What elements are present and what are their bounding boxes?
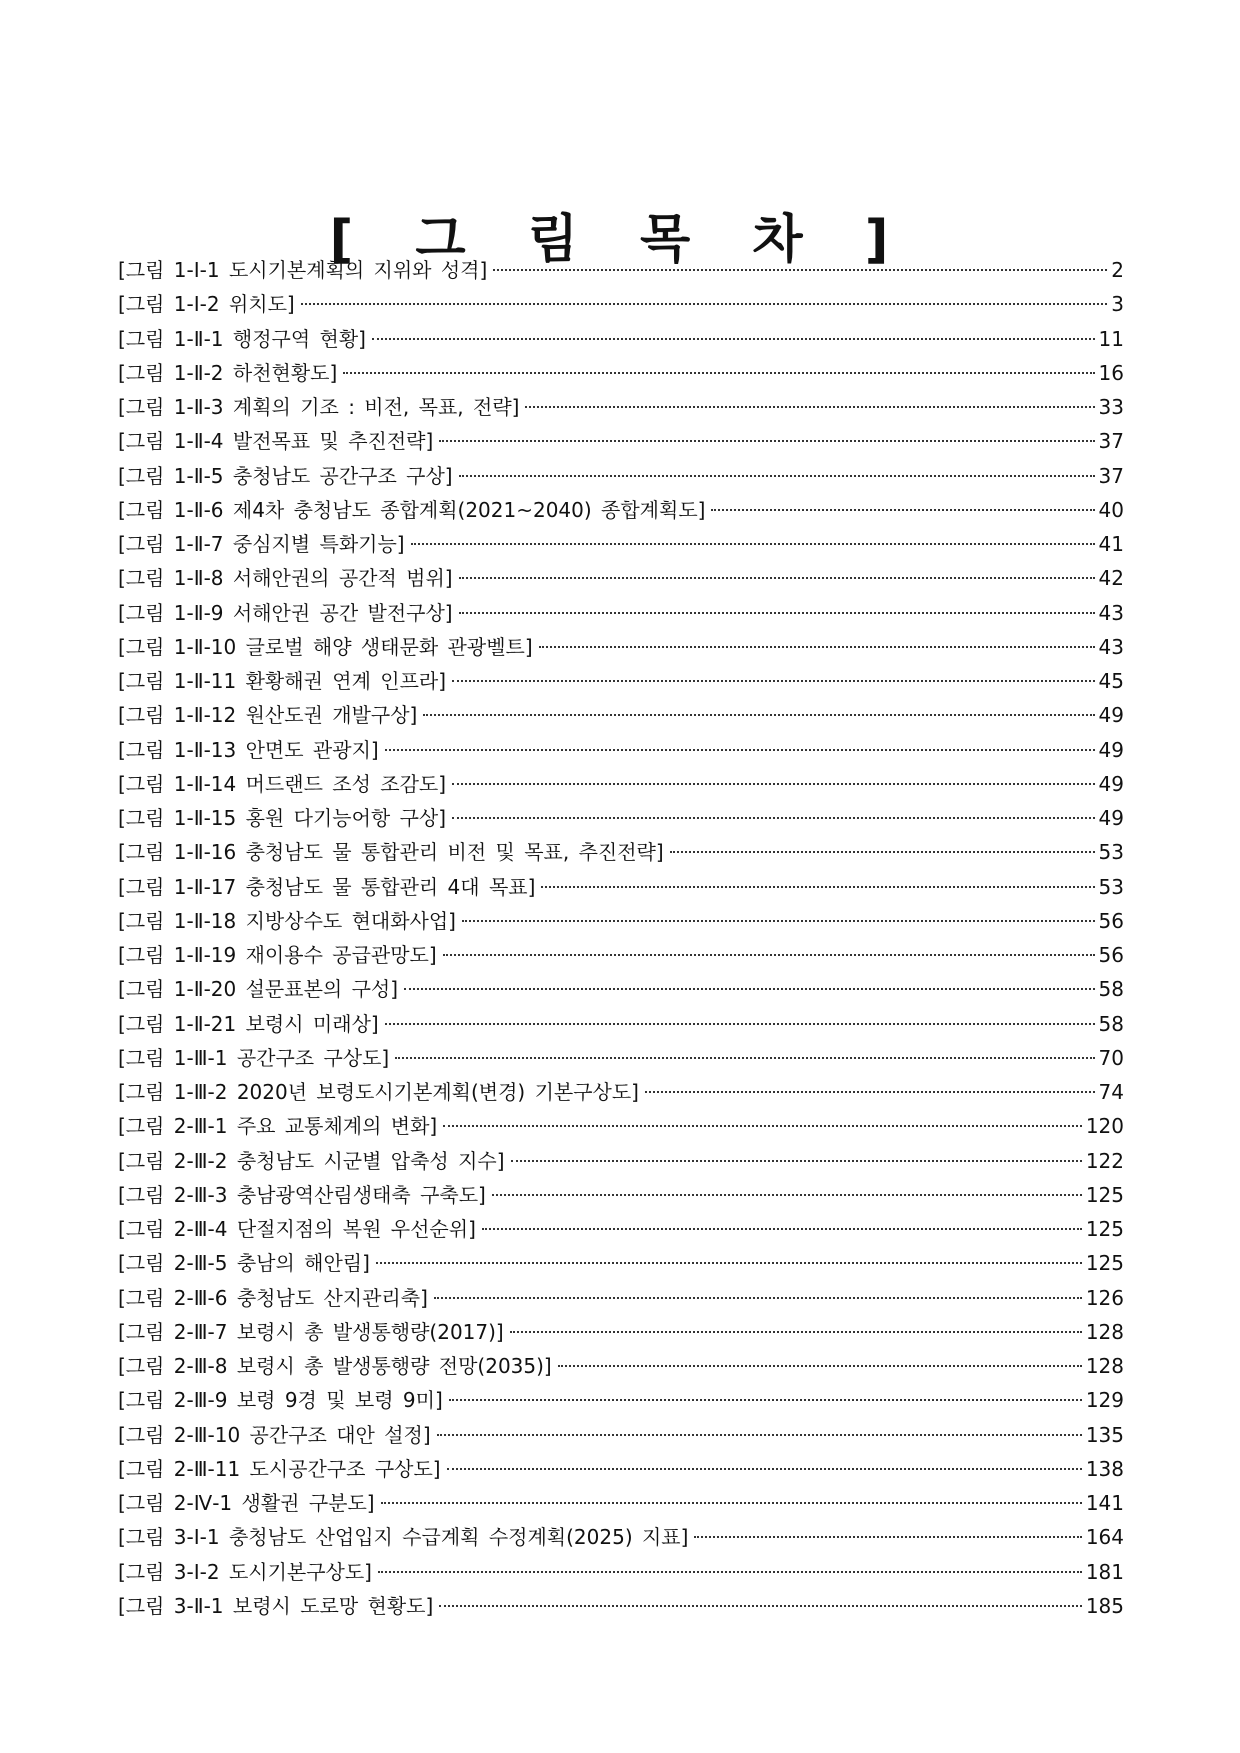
- dot-leader: [378, 1571, 1082, 1573]
- dot-leader: [423, 714, 1094, 716]
- toc-entry: [118, 664, 1124, 698]
- dot-leader: [493, 269, 1107, 271]
- toc-entry: [118, 424, 1124, 458]
- toc-entry: [118, 767, 1124, 801]
- dot-leader: [541, 886, 1094, 888]
- toc-entry: [118, 253, 1124, 287]
- toc-entry: [118, 1281, 1124, 1315]
- toc-entry-page-number: 43: [1098, 600, 1124, 625]
- toc-entry: [118, 1589, 1124, 1623]
- dot-leader: [694, 1536, 1081, 1538]
- toc-entry-page-number: 129: [1085, 1388, 1124, 1413]
- toc-entry-label: [그림 1-Ⅱ-8 서해안권의 공간적 범위]: [118, 566, 453, 591]
- toc-entry: [118, 322, 1124, 356]
- toc-entry-page-number: 185: [1085, 1593, 1124, 1618]
- dot-leader: [439, 1605, 1082, 1607]
- toc-entry-page-number: 135: [1085, 1422, 1124, 1447]
- toc-entry: [118, 1144, 1124, 1178]
- toc-entry-page-number: 49: [1098, 771, 1124, 796]
- toc-entry: [118, 356, 1124, 390]
- toc-entry: [118, 1007, 1124, 1041]
- toc-entry-page-number: 56: [1098, 943, 1124, 967]
- toc-entry-page-number: 125: [1085, 1251, 1124, 1276]
- toc-entry-page-number: 49: [1098, 806, 1124, 830]
- toc-entry-page-number: 33: [1098, 395, 1124, 419]
- toc-entry-page-number: 37: [1098, 463, 1124, 488]
- toc-entry-label: [그림 1-Ⅱ-4 발전목표 및 추진전략]: [118, 429, 434, 454]
- toc-entry-label: [그림 3-Ⅰ-1 충청남도 산업입지 수급계획 수정계획(2025) 지표]: [118, 1525, 689, 1550]
- toc-entry: [118, 493, 1124, 527]
- toc-entry: [118, 904, 1124, 938]
- toc-entry-page-number: 16: [1098, 360, 1124, 385]
- dot-leader: [711, 509, 1094, 511]
- toc-entry-label: [그림 3-Ⅰ-2 도시기본구상도]: [118, 1559, 372, 1584]
- toc-entry-label: [그림 2-Ⅲ-3 충남광역산림생태축 구축도]: [118, 1182, 486, 1207]
- toc-entry-label: [그림 1-Ⅱ-15 홍원 다기능어항 구상]: [118, 806, 447, 830]
- toc-entry-label: [그림 1-Ⅱ-12 원산도권 개발구상]: [118, 703, 418, 728]
- toc-entry-label: [그림 1-Ⅱ-20 설문표본의 구성]: [118, 977, 399, 1002]
- dot-leader: [462, 920, 1095, 922]
- dot-leader: [439, 440, 1094, 442]
- toc-entry-label: [그림 1-Ⅱ-14 머드랜드 조성 조감도]: [118, 771, 447, 796]
- toc-entry-label: [그림 2-Ⅲ-5 충남의 해안림]: [118, 1251, 370, 1276]
- dot-leader: [376, 1262, 1082, 1264]
- toc-entry: [118, 630, 1124, 664]
- toc-entry: [118, 1349, 1124, 1383]
- dot-leader: [510, 1331, 1082, 1333]
- toc-entry-page-number: 45: [1098, 669, 1124, 693]
- toc-entry-page-number: 53: [1098, 874, 1124, 899]
- toc-entry-page-number: 181: [1085, 1559, 1124, 1584]
- toc-entry: [118, 561, 1124, 595]
- dot-leader: [525, 406, 1094, 408]
- toc-entry-label: [그림 1-Ⅱ-11 환황해권 연계 인프라]: [118, 669, 447, 693]
- toc-entry-label: [그림 1-Ⅲ-1 공간구조 구상도]: [118, 1045, 390, 1070]
- dot-leader: [452, 783, 1095, 785]
- toc-entry-label: [그림 2-Ⅲ-10 공간구조 대안 설정]: [118, 1422, 431, 1447]
- dot-leader: [385, 749, 1095, 751]
- toc-entry-page-number: 74: [1098, 1080, 1124, 1104]
- toc-entry-page-number: 125: [1085, 1182, 1124, 1207]
- toc-entry-label: [그림 1-Ⅱ-17 충청남도 물 통합관리 4대 목표]: [118, 874, 536, 899]
- toc-entry: [118, 459, 1124, 493]
- toc-entry: [118, 527, 1124, 561]
- dot-leader: [443, 954, 1095, 956]
- toc-entry: [118, 1246, 1124, 1280]
- toc-entry-label: [그림 1-Ⅲ-2 2020년 보령도시기본계획(변경) 기본구상도]: [118, 1080, 639, 1104]
- toc-entry: [118, 1178, 1124, 1212]
- toc-entry-label: [그림 1-Ⅱ-16 충청남도 물 통합관리 비전 및 목표, 추진전략]: [118, 840, 664, 865]
- toc-entry-label: [그림 2-Ⅲ-7 보령시 총 발생통행량(2017)]: [118, 1319, 504, 1344]
- toc-entry-page-number: 128: [1085, 1319, 1124, 1344]
- dot-leader: [381, 1502, 1082, 1504]
- toc-entry-label: [그림 2-Ⅲ-1 주요 교통체계의 변화]: [118, 1114, 438, 1139]
- dot-leader: [372, 338, 1095, 340]
- toc-entry-label: [그림 1-Ⅱ-7 중심지별 특화기능]: [118, 532, 405, 556]
- dot-leader: [385, 1023, 1095, 1025]
- toc-entry-label: [그림 2-Ⅲ-11 도시공간구조 구상도]: [118, 1456, 441, 1481]
- toc-entry: [118, 287, 1124, 321]
- toc-entry-page-number: 37: [1098, 429, 1124, 454]
- toc-entry: [118, 870, 1124, 904]
- toc-entry-label: [그림 1-Ⅱ-2 하천현황도]: [118, 360, 338, 385]
- toc-entry-label: [그림 1-Ⅱ-18 지방상수도 현대화사업]: [118, 908, 456, 933]
- dot-leader: [449, 1399, 1082, 1401]
- toc-entry-label: [그림 2-Ⅲ-6 충청남도 산지관리축]: [118, 1285, 428, 1310]
- toc-entry-page-number: 58: [1098, 1011, 1124, 1036]
- toc-entry: [118, 1486, 1124, 1520]
- toc-entry-label: [그림 1-Ⅱ-3 계획의 기조 : 비전, 목표, 전략]: [118, 395, 520, 419]
- dot-leader: [447, 1468, 1082, 1470]
- dot-leader: [301, 303, 1108, 305]
- toc-entry-page-number: 49: [1098, 737, 1124, 762]
- toc-entry-page-number: 138: [1085, 1456, 1124, 1481]
- toc-entry-page-number: 3: [1111, 292, 1124, 317]
- toc-entry: [118, 1212, 1124, 1246]
- dot-leader: [459, 577, 1095, 579]
- dot-leader: [492, 1194, 1082, 1196]
- dot-leader: [459, 612, 1095, 614]
- toc-entry-label: [그림 1-Ⅱ-21 보령시 미래상]: [118, 1011, 379, 1036]
- toc-entry: [118, 596, 1124, 630]
- toc-entry: [118, 1418, 1124, 1452]
- toc-entry-page-number: 42: [1098, 566, 1124, 591]
- dot-leader: [343, 372, 1094, 374]
- toc-entry: [118, 835, 1124, 869]
- toc-entry-page-number: 120: [1085, 1114, 1124, 1139]
- dot-leader: [404, 988, 1095, 990]
- toc-entry-label: [그림 2-Ⅲ-8 보령시 총 발생통행량 전망(2035)]: [118, 1354, 552, 1378]
- toc-entry: [118, 390, 1124, 424]
- toc-entry-page-number: 126: [1085, 1285, 1124, 1310]
- dot-leader: [452, 680, 1095, 682]
- dot-leader: [437, 1434, 1082, 1436]
- toc-entry-label: [그림 2-Ⅲ-2 충청남도 시군별 압축성 지수]: [118, 1148, 505, 1173]
- toc-entry-page-number: 58: [1098, 977, 1124, 1002]
- dot-leader: [558, 1365, 1082, 1367]
- dot-leader: [411, 543, 1095, 545]
- toc-entry: [118, 733, 1124, 767]
- dot-leader: [459, 475, 1095, 477]
- figure-list: [118, 253, 1124, 1623]
- toc-entry: [118, 1452, 1124, 1486]
- dot-leader: [482, 1228, 1082, 1230]
- toc-entry: [118, 1383, 1124, 1417]
- toc-entry: [118, 972, 1124, 1006]
- toc-entry-page-number: 2: [1111, 258, 1124, 282]
- toc-entry-page-number: 11: [1098, 326, 1124, 351]
- toc-entry-label: [그림 1-Ⅱ-13 안면도 관광지]: [118, 737, 379, 762]
- toc-entry-page-number: 128: [1085, 1354, 1124, 1378]
- toc-entry-label: [그림 3-Ⅱ-1 보령시 도로망 현황도]: [118, 1593, 434, 1618]
- toc-entry-page-number: 125: [1085, 1217, 1124, 1241]
- toc-entry-label: [그림 1-Ⅰ-2 위치도]: [118, 292, 295, 317]
- toc-entry-page-number: 43: [1098, 634, 1124, 659]
- toc-entry: [118, 1555, 1124, 1589]
- page-title: [ 그 림 목 차 ]: [329, 209, 911, 270]
- dot-leader: [452, 817, 1095, 819]
- toc-entry-page-number: 164: [1085, 1525, 1124, 1550]
- toc-entry-label: [그림 1-Ⅱ-10 글로벌 해양 생태문화 관광벨트]: [118, 634, 533, 659]
- toc-entry-label: [그림 1-Ⅱ-19 재이용수 공급관망도]: [118, 943, 437, 967]
- dot-leader: [539, 646, 1095, 648]
- toc-entry-label: [그림 1-Ⅱ-1 행정구역 현황]: [118, 326, 366, 351]
- toc-entry: [118, 698, 1124, 732]
- toc-entry-label: [그림 1-Ⅱ-6 제4차 충청남도 종합계획(2021~2040) 종합계획도]: [118, 497, 706, 522]
- toc-entry-label: [그림 2-Ⅳ-1 생활권 구분도]: [118, 1491, 375, 1515]
- toc-entry-page-number: 70: [1098, 1045, 1124, 1070]
- dot-leader: [645, 1091, 1095, 1093]
- toc-entry: [118, 1315, 1124, 1349]
- toc-entry: [118, 1041, 1124, 1075]
- toc-entry-label: [그림 2-Ⅲ-4 단절지점의 복원 우선순위]: [118, 1217, 476, 1241]
- toc-entry-label: [그림 2-Ⅲ-9 보령 9경 및 보령 9미]: [118, 1388, 443, 1413]
- toc-entry: [118, 1109, 1124, 1143]
- toc-entry-page-number: 141: [1085, 1491, 1124, 1515]
- toc-entry: [118, 1520, 1124, 1554]
- dot-leader: [434, 1297, 1082, 1299]
- dot-leader: [670, 851, 1095, 853]
- toc-entry: [118, 801, 1124, 835]
- dot-leader: [395, 1057, 1094, 1059]
- toc-entry-label: [그림 1-Ⅱ-5 충청남도 공간구조 구상]: [118, 463, 453, 488]
- dot-leader: [443, 1125, 1082, 1127]
- toc-entry-label: [그림 1-Ⅱ-9 서해안권 공간 발전구상]: [118, 600, 453, 625]
- toc-entry-page-number: 122: [1085, 1148, 1124, 1173]
- toc-entry: [118, 938, 1124, 972]
- toc-entry-page-number: 56: [1098, 908, 1124, 933]
- toc-entry: [118, 1075, 1124, 1109]
- toc-entry-page-number: 41: [1098, 532, 1124, 556]
- toc-entry-label: [그림 1-Ⅰ-1 도시기본계획의 지위와 성격]: [118, 258, 488, 282]
- toc-entry-page-number: 40: [1098, 497, 1124, 522]
- toc-entry-page-number: 49: [1098, 703, 1124, 728]
- dot-leader: [511, 1160, 1082, 1162]
- toc-entry-page-number: 53: [1098, 840, 1124, 865]
